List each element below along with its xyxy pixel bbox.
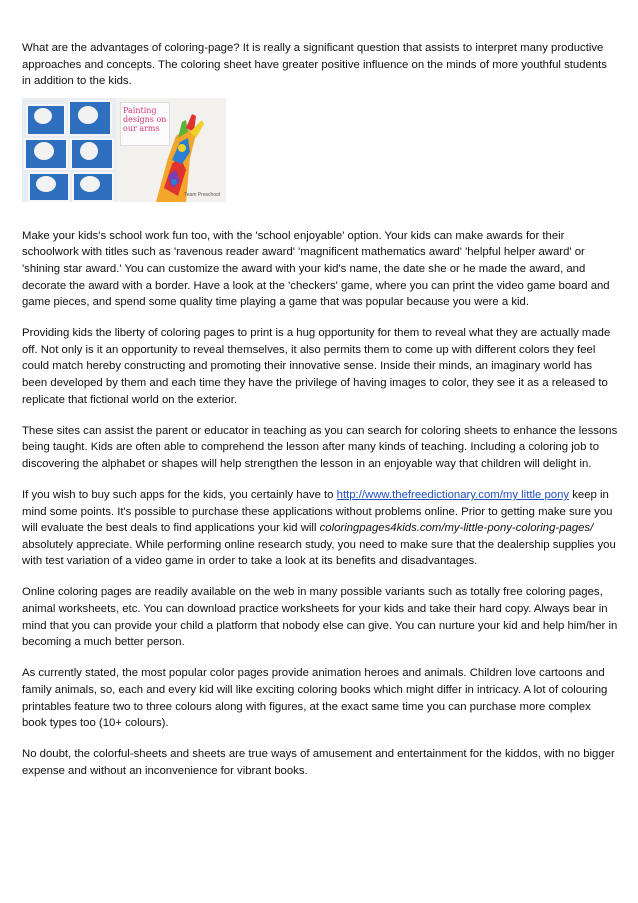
paragraph-online-pages: Online coloring pages are readily available on the web in many possible variants such as totally free coloring pages, animal worksheets, etc. You can download practice worksheets for your kids and take their hard copy. Always bear in mind that you can provide your child a platform that nobody else can give. You can nurture your kid and help him/her in becoming a much better person.	[22, 586, 618, 649]
paragraph-sites: These sites can assist the parent or educator in teaching as you can search for coloring sheets to enhance the lessons being taught. Kids are often able to comprehend the lesson after many kinds of teaching. Including a coloring job to discovering the alphabet or shapes will help strengthen the lesson in an enjoyable way that children will delight in.	[22, 424, 618, 470]
paragraph-liberty: Providing kids the liberty of coloring pages to print is a hug opportunity for them to reveal what they are actually made off. Not only is it an opportunity to reveal themselves, it also permits them to come up with different colors they feel could match hereby constructing and promoting their innovative sense. Inside their minds, an imaginary world has been developed by them and each time they have the privilege of having images to color, they see it as a released to replicate that fictional world on the exterior.	[22, 327, 611, 406]
paragraph-apps	[22, 487, 618, 570]
document-page	[22, 40, 618, 794]
paragraph-intro: What are the advantages of coloring-page? It is really a significant question that assists to interpret many productive approaches and concepts. The coloring sheet have greater positive influence on the minds of more youthful students in addition to the kids.	[22, 42, 607, 88]
painted-arm-image	[116, 98, 226, 202]
image-credit: Team Preschool	[184, 191, 220, 198]
handprint-cards-image	[22, 98, 116, 202]
coloring-pages-url: coloringpages4kids.com/my-little-pony-coloring-pages/	[319, 522, 594, 535]
dictionary-link[interactable]: http://www.thefreedictionary.com/my little pony	[336, 489, 570, 501]
paragraph-school-work: Make your kids's school work fun too, with the 'school enjoyable' option. Your kids can make awards for their schoolwork with titles such as 'ravenous reader award' 'magnificent mathematics award' 'helpful helper award' or 'shining star award.' You can customize the award with your kid's name, the date she or he made the award, and decorate the award with a border. Have a look at the 'checkers' game, where you can print the video game board and game pieces, and spend some quality time playing a game that was popular because you were a kid.	[22, 229, 610, 309]
illustration-row	[22, 98, 618, 202]
apps-text-before: If you wish to buy such apps for the kids, you certainly have to	[22, 489, 337, 501]
painting-sign: Painting designs on our arms	[120, 102, 170, 146]
paragraph-conclusion: No doubt, the colorful-sheets and sheets are true ways of amusement and entertainment for the kiddos, with no bigger expense and without an inconvenience for vibrant books.	[22, 748, 615, 777]
apps-text-after: absolutely appreciate. While performing online research study, you need to make sure that the dealership supplies you with test variation of a video game in order to take a look at its benefits and disadvantages.	[22, 538, 616, 568]
apps-text-middle: keep in mind some points. It's possible to purchase these applications without problems online. Prior to getting make sure you will evaluate the best deals to find applications your kid will	[22, 489, 613, 535]
paragraph-popular-pages: As currently stated, the most popular color pages provide animation heroes and animals. Children love cartoons and family animals, so, each and every kid will like exciting coloring books which might differ in intricacy. A lot of colouring printables feature two to three colours along with figures, at the exact same time you can purchase more complex book types too (10+ colours).	[22, 667, 608, 730]
